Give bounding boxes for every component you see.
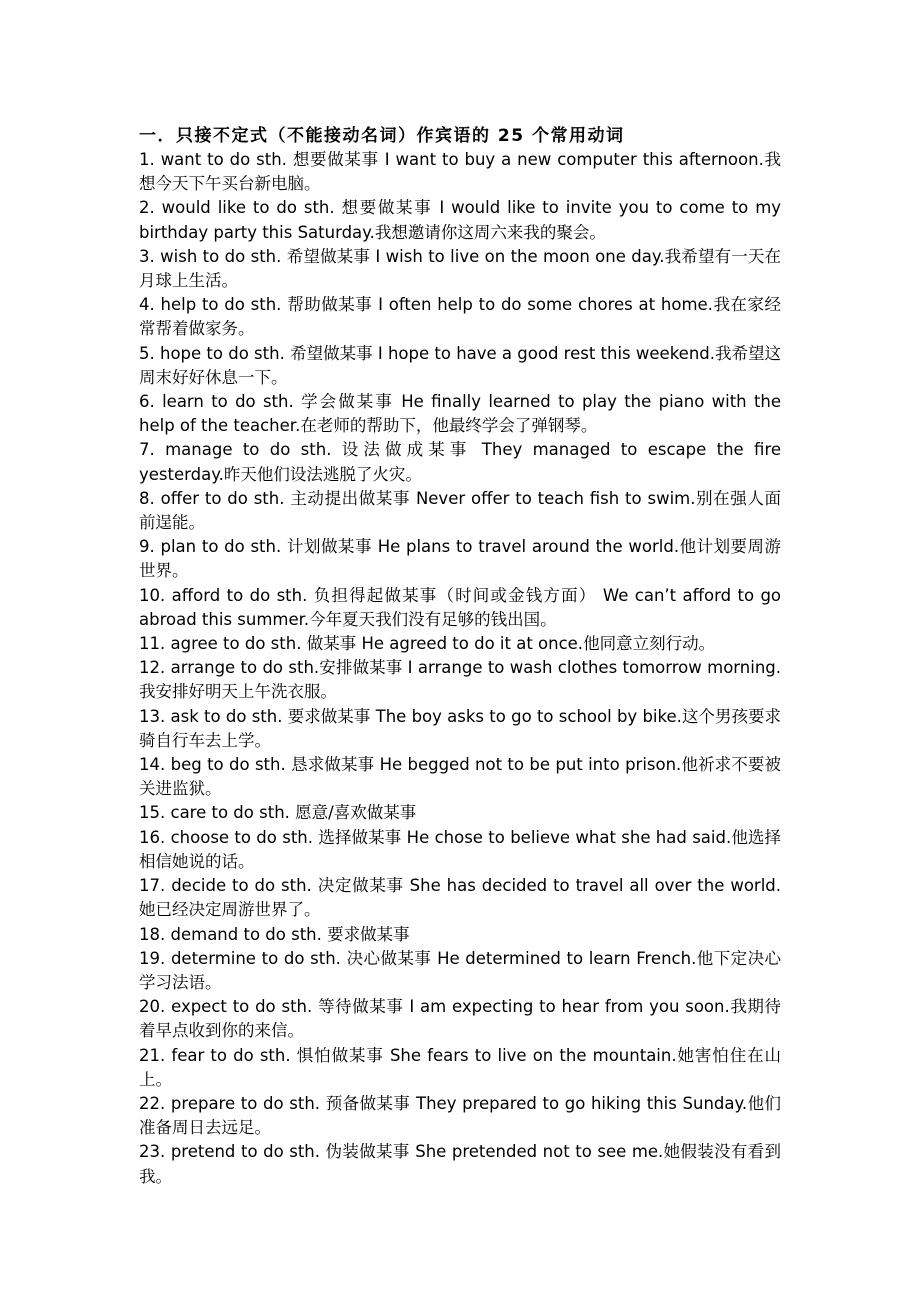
entry-meaning: 希望做某事 <box>290 343 373 363</box>
entry-translation: 我想邀请你这周六来我的聚会。 <box>374 222 606 242</box>
entry-number: 1. <box>139 150 155 169</box>
entry-meaning: 主动提出做某事 <box>290 488 411 508</box>
entry-translation: 她害怕住在山上。 <box>139 1045 782 1089</box>
entry-meaning: 希望做某事 <box>286 246 371 266</box>
entry-number: 14. <box>139 755 166 775</box>
entry-number: 9. <box>139 537 155 557</box>
entry-phrase: fear to do sth. <box>171 1045 291 1065</box>
entry-meaning: 学会做某事 <box>301 392 394 412</box>
entry-item <box>139 874 781 922</box>
entry-phrase: hope to do sth. <box>160 343 285 363</box>
entry-example: Never offer to teach fish to swim. <box>415 488 696 508</box>
entry-translation: 他祈求不要被关进监狱。 <box>139 755 782 799</box>
entry-meaning: 恳求做某事 <box>291 755 375 775</box>
entry-translation: 我安排好明天上午洗衣服。 <box>139 682 337 702</box>
entry-translation: 他们准备周日去远足。 <box>139 1093 782 1138</box>
entry-phrase: determine to do sth. <box>170 948 341 968</box>
entry-number: 15. <box>139 803 166 823</box>
document-title: 一．只接不定式（不能接动名词）作宾语的 25 个常用动词 <box>139 126 625 146</box>
entry-number: 7. <box>139 440 155 460</box>
entry-example: She has decided to travel all over the world. <box>409 876 781 896</box>
entry-number: 5. <box>139 343 155 363</box>
entry-phrase: would like to do sth. <box>161 198 335 218</box>
entry-number: 20. <box>139 997 166 1017</box>
entry-meaning: 设法做成某事 <box>341 440 472 460</box>
entry-example: He plans to travel around the world. <box>377 537 680 557</box>
entry-translation: 他同意立刻行动。 <box>583 634 716 654</box>
entry-example: He agreed to do it at once. <box>361 634 584 654</box>
entry-item <box>139 705 781 753</box>
entry-translation: 她已经决定周游世界了。 <box>139 900 321 920</box>
entry-item <box>139 1140 781 1188</box>
entry-item <box>139 293 781 341</box>
entry-example: He chose to believe what she had said. <box>406 827 732 847</box>
entry-meaning: 负担得起做某事（时间或金钱方面） <box>313 585 597 605</box>
entry-phrase: agree to do sth. <box>170 634 302 654</box>
entry-phrase: care to do sth. <box>170 803 290 823</box>
entry-meaning: 要求做某事 <box>327 924 410 944</box>
entry-meaning: 做某事 <box>306 634 357 654</box>
entry-translation: 我希望这周末好好休息一下。 <box>139 343 782 387</box>
entry-example: I wish to live on the moon one day. <box>375 246 665 266</box>
entry-example: He begged not to be put into prison. <box>379 755 682 775</box>
entry-phrase: prepare to do sth. <box>170 1093 321 1113</box>
entry-phrase: plan to do sth. <box>160 537 282 557</box>
entry-number: 10. <box>139 585 166 605</box>
entry-translation: 我在家经常帮着做家务。 <box>139 295 782 339</box>
entry-meaning: 伪装做某事 <box>325 1142 410 1162</box>
entry-number: 13. <box>139 706 166 726</box>
entry-item <box>139 535 781 583</box>
entry-item <box>139 1092 781 1140</box>
entry-item <box>139 947 781 995</box>
entry-meaning: 帮助做某事 <box>287 295 373 315</box>
entry-item <box>139 438 781 486</box>
entry-translation: 别在强人面前逞能。 <box>139 488 781 533</box>
entry-phrase: expect to do sth. <box>171 997 313 1017</box>
entry-item <box>139 995 781 1043</box>
entry-phrase: demand to do sth. <box>170 924 322 944</box>
entry-translation: 他计划要周游世界。 <box>139 537 782 581</box>
entry-meaning: 预备做某事 <box>325 1093 411 1113</box>
entry-item <box>139 656 781 704</box>
entry-meaning: 计划做某事 <box>286 537 372 557</box>
entry-number: 8. <box>139 488 155 508</box>
entry-item <box>139 1044 781 1092</box>
entry-item <box>139 196 781 244</box>
entry-number: 19. <box>139 948 166 968</box>
entry-meaning: 惧怕做某事 <box>296 1045 384 1065</box>
entry-item <box>139 487 781 535</box>
entry-phrase: decide to do sth. <box>171 876 312 896</box>
entry-number: 18. <box>139 924 166 944</box>
entry-phrase: ask to do sth. <box>170 706 283 726</box>
entry-number: 23. <box>139 1142 166 1162</box>
entry-phrase: learn to do sth. <box>162 392 294 412</box>
entry-example: I would like to invite you to come to my birthday party this Saturday. <box>139 198 782 242</box>
entry-phrase: offer to do sth. <box>160 488 285 508</box>
entry-phrase: pretend to do sth. <box>170 1142 320 1162</box>
entry-item <box>139 584 781 632</box>
entry-number: 21. <box>139 1045 166 1065</box>
entry-example: The boy asks to go to school by bike. <box>375 706 682 726</box>
entry-example: She fears to live on the mountain. <box>389 1045 677 1065</box>
entry-phrase: choose to do sth. <box>170 827 313 847</box>
entry-phrase: beg to do sth. <box>170 755 286 775</box>
entry-item <box>139 342 781 390</box>
entry-item <box>139 753 781 801</box>
entry-example: I want to buy a new computer this afternoon. <box>384 150 764 169</box>
entry-phrase: arrange to do sth. <box>170 658 320 678</box>
entry-example: She pretended not to see me. <box>415 1142 664 1162</box>
entry-number: 3. <box>139 246 155 266</box>
entry-translation: 昨天他们设法逃脱了火灾。 <box>223 464 422 484</box>
entry-phrase: wish to do sth. <box>160 246 282 266</box>
entry-item <box>139 923 781 947</box>
entry-meaning: 选择做某事 <box>318 827 402 847</box>
entry-translation: 今年夏天我们没有足够的钱出国。 <box>309 609 557 629</box>
entry-meaning: 想要做某事 <box>341 198 433 218</box>
entry-meaning: 想要做某事 <box>292 150 379 169</box>
document-page <box>139 124 781 1189</box>
entry-example: I hope to have a good rest this weekend. <box>377 343 715 363</box>
entry-phrase: afford to do sth. <box>171 585 308 605</box>
entry-meaning: 愿意/喜欢做某事 <box>295 803 417 823</box>
entry-item <box>139 632 781 656</box>
entry-translation: 他选择相信她说的话。 <box>139 827 782 871</box>
entry-example: I am expecting to hear from you soon. <box>409 997 730 1017</box>
entry-example: He determined to learn French. <box>437 948 697 968</box>
entry-number: 17. <box>139 876 166 896</box>
entry-example: I often help to do some chores at home. <box>378 295 713 315</box>
entry-number: 4. <box>139 295 155 315</box>
entry-meaning: 安排做某事 <box>319 658 403 678</box>
entry-translation: 他下定决心学习法语。 <box>139 948 782 992</box>
entry-translation: 这个男孩要求骑自行车去上学。 <box>139 706 782 750</box>
entry-meaning: 要求做某事 <box>287 706 371 726</box>
entry-example: I arrange to wash clothes tomorrow morning. <box>407 658 782 678</box>
entry-translation: 她假装没有看到我。 <box>139 1142 782 1186</box>
entry-meaning: 决心做某事 <box>346 948 432 968</box>
entry-example: They prepared to go hiking this Sunday. <box>416 1093 748 1113</box>
entry-number: 12. <box>139 658 166 678</box>
entry-translation: 我希望有一天在月球上生活。 <box>139 246 782 291</box>
entry-example: We can’t afford to go abroad this summer. <box>139 585 782 629</box>
entry-phrase: manage to do sth. <box>165 440 332 460</box>
entry-item <box>139 801 781 825</box>
entry-meaning: 等待做某事 <box>318 997 404 1017</box>
entry-list <box>139 148 781 1189</box>
entry-number: 22. <box>139 1093 166 1113</box>
entry-number: 2. <box>139 198 155 218</box>
entry-translation: 我想今天下午买台新电脑。 <box>139 150 782 194</box>
entry-example: They managed to escape the fire yesterday. <box>139 440 782 484</box>
entry-number: 6. <box>139 392 155 412</box>
entry-translation: 在老师的帮助下，他最终学会了弹钢琴。 <box>300 416 598 436</box>
entry-item <box>139 826 781 874</box>
entry-number: 11. <box>139 634 166 654</box>
entry-number: 16. <box>139 827 166 847</box>
entry-item <box>139 245 781 293</box>
entry-translation: 我期待着早点收到你的来信。 <box>139 997 781 1041</box>
entry-phrase: want to do sth. <box>160 150 287 169</box>
entry-meaning: 决定做某事 <box>317 876 404 896</box>
entry-phrase: help to do sth. <box>160 295 282 315</box>
entry-item <box>139 390 781 438</box>
entry-example: He finally learned to play the piano with the help of the teacher. <box>139 392 782 436</box>
entry-item <box>139 148 781 196</box>
